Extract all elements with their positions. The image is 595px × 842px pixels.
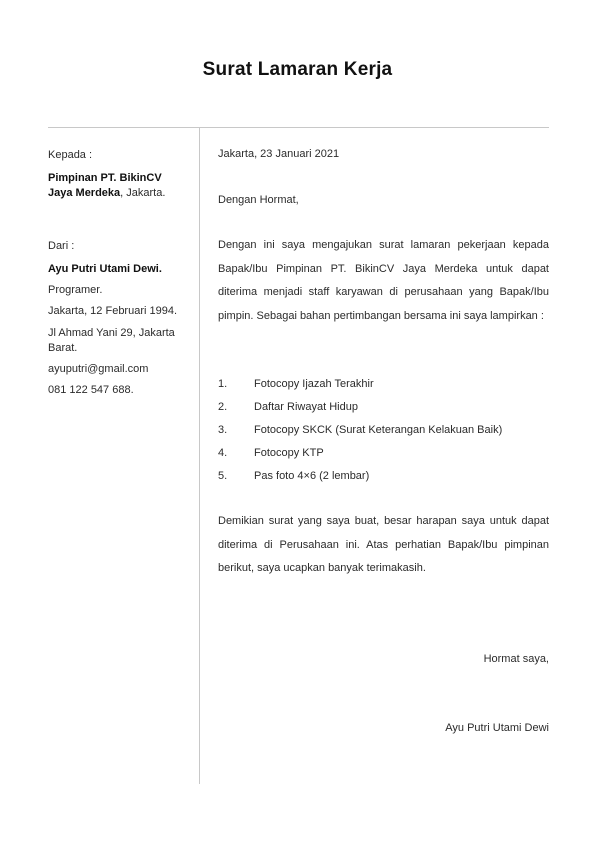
recipient-name-line2: [48, 186, 196, 200]
list-item: [218, 422, 549, 438]
sender-email: ayuputri@gmail.com: [48, 363, 149, 375]
letter-date: Jakarta, 23 Januari 2021: [218, 148, 340, 160]
recipient-label: Kepada :: [48, 149, 93, 161]
list-item: [218, 445, 549, 461]
letter-intro: Dengan ini saya mengajukan surat lamaran pekerjaan kepada Bapak/Ibu Pimpinan PT. BikinCV Jaya Merdeka untuk dapat diterima menjadi staff karyawan di perusahaan yang Bapak/Ibu pimpin. Sebagai bahan pertimbangan bersama ini saya lampirkan :: [218, 239, 549, 322]
list-item-text: Fotocopy KTP: [254, 447, 324, 459]
recipient-name-line1: Pimpinan PT. BikinCV: [48, 172, 162, 184]
list-item-text: Fotocopy SKCK (Surat Keterangan Kelakuan Baik): [254, 424, 503, 436]
sender-address-line1: Jl Ahmad Yani 29, Jakarta: [48, 327, 175, 339]
list-item-text: Fotocopy Ijazah Terakhir: [254, 378, 374, 390]
list-item: [218, 399, 549, 415]
list-item-number: 4.: [218, 447, 228, 459]
list-item-number: 1.: [218, 378, 228, 390]
sender-name: Ayu Putri Utami Dewi.: [48, 263, 162, 275]
list-item-number: 3.: [218, 424, 228, 436]
list-item-text: Pas foto 4×6 (2 lembar): [254, 470, 370, 482]
list-item-number: 5.: [218, 470, 228, 482]
page-title: Surat Lamaran Kerja: [202, 59, 393, 80]
list-item: [218, 376, 549, 392]
sender-address-line2: Barat.: [48, 342, 78, 354]
recipient-city: , Jakarta.: [120, 187, 166, 199]
list-item-number: 2.: [218, 401, 228, 413]
sign-off: Hormat saya,: [483, 653, 549, 665]
header-divider: [48, 127, 549, 128]
list-item: [218, 468, 549, 484]
sender-position: Programer.: [48, 284, 103, 296]
signature-name: Ayu Putri Utami Dewi: [445, 722, 549, 734]
sender-phone: 081 122 547 688.: [48, 384, 134, 396]
letter-greeting: Dengan Hormat,: [218, 194, 299, 206]
letter-closing: Demikian surat yang saya buat, besar harapan saya untuk dapat diterima di Perusahaan ini. Atas perhatian Bapak/Ibu pimpinan berikut, saya ucapkan banyak terimakasih.: [218, 515, 549, 574]
sender-label: Dari :: [48, 240, 75, 252]
list-item-text: Daftar Riwayat Hidup: [254, 401, 358, 413]
sender-birth: Jakarta, 12 Februari 1994.: [48, 305, 178, 317]
column-divider: [199, 128, 200, 784]
recipient-company: Jaya Merdeka: [48, 187, 121, 199]
